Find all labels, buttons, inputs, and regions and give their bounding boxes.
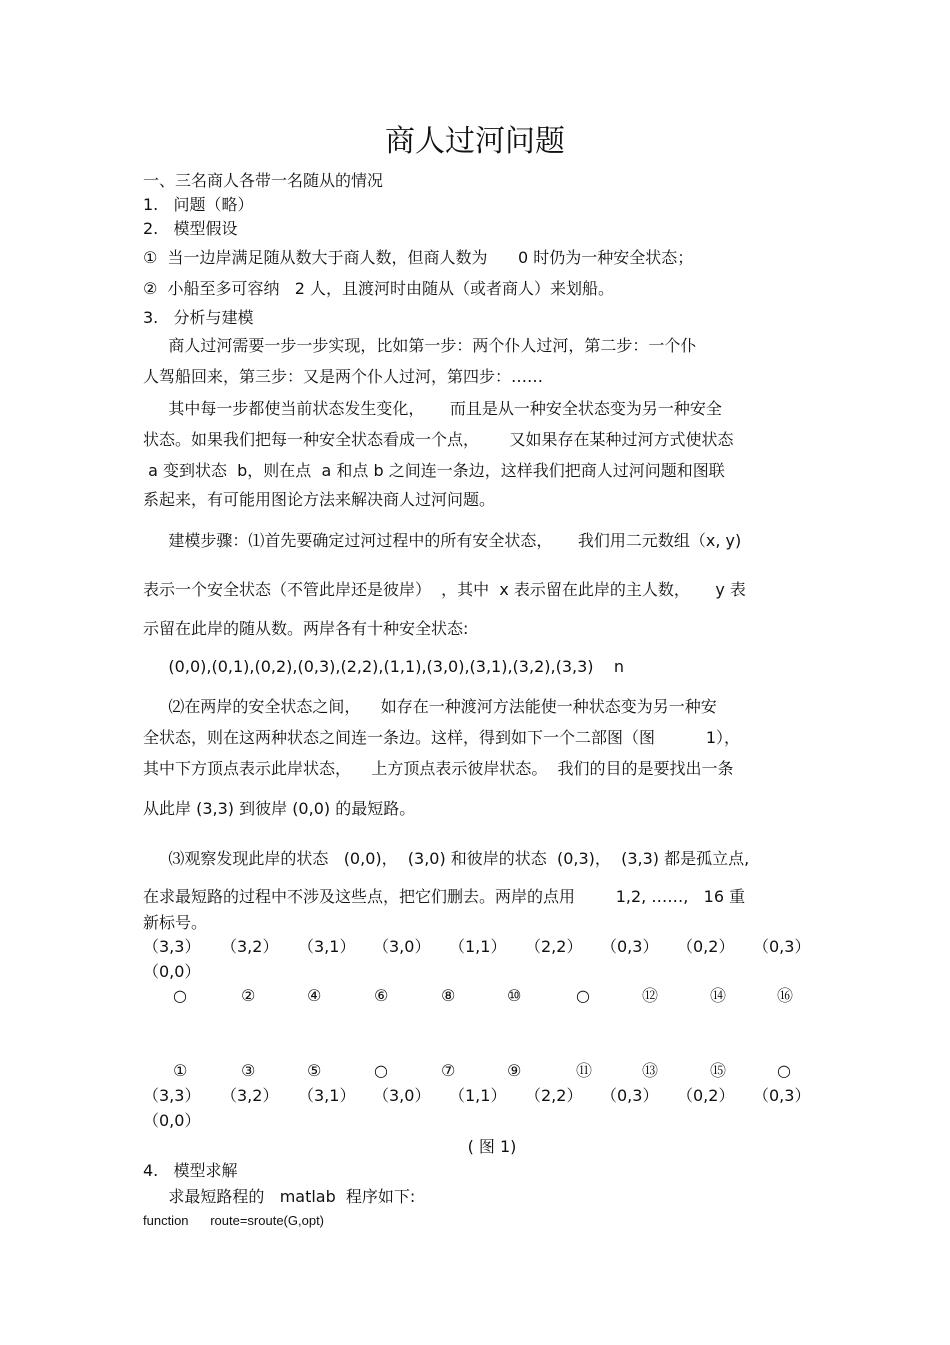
paragraph-line: 系起来，有可能用图论方法来解决商人过河问题。 bbox=[143, 490, 496, 509]
paragraph-line: 建模步骤：⑴首先要确定过河过程中的所有安全状态， 我们用二元数组（x, y) bbox=[143, 531, 742, 550]
graph-node: ⑨ bbox=[507, 1061, 522, 1080]
paragraph-line: 其中每一步都使当前状态发生变化， 而且是从一种安全状态变为另一种安全 bbox=[143, 399, 722, 418]
paragraph-line: a 变到状态 b，则在点 a 和点 b 之间连一条边，这样我们把商人过河问题和图联 bbox=[143, 461, 725, 480]
graph-node: ⑫ bbox=[642, 986, 659, 1005]
paragraph-line: ⑵在两岸的安全状态之间， 如存在一种渡河方法能使一种状态变为另一种安 bbox=[143, 697, 717, 716]
graph-node: ③ bbox=[241, 1061, 256, 1080]
figure-caption: ( 图 1) bbox=[467, 1137, 517, 1156]
state-label: （0,2） bbox=[677, 937, 735, 956]
state-label: （3,3） bbox=[143, 1086, 201, 1105]
graph-node: ⑭ bbox=[710, 986, 727, 1005]
code-line: function route=sroute(G,opt) bbox=[143, 1213, 325, 1228]
paragraph-line: ⑶观察发现此岸的状态 (0,0)， (3,0) 和彼岸的状态 (0,3)， (3,3) 都是孤立点, bbox=[143, 849, 750, 868]
state-label: （3,2） bbox=[221, 1086, 279, 1105]
state-label: （1,1） bbox=[449, 1086, 507, 1105]
paragraph-line: 其中下方顶点表示此岸状态， 上方顶点表示彼岸状态。 我们的目的是要找出一条 bbox=[143, 759, 734, 778]
graph-node: ⑧ bbox=[441, 986, 456, 1005]
graph-node: ④ bbox=[307, 986, 322, 1005]
subsection-heading: 1. 问题（略） bbox=[143, 195, 254, 214]
paragraph-line: 新标号。 bbox=[143, 913, 208, 932]
paragraph-line: 人驾船回来，第三步：又是两个仆人过河，第四步：…… bbox=[143, 367, 544, 386]
state-label: （3,2） bbox=[221, 937, 279, 956]
graph-node: ○ bbox=[374, 1061, 388, 1080]
paragraph-line: 从此岸 (3,3) 到彼岸 (0,0) 的最短路。 bbox=[143, 799, 416, 818]
state-label: （3,3） bbox=[143, 937, 201, 956]
state-label: （3,0） bbox=[373, 937, 431, 956]
state-label: （3,0） bbox=[373, 1086, 431, 1105]
graph-node: ② bbox=[241, 986, 256, 1005]
figure-top-states bbox=[143, 937, 813, 957]
subsection-heading: 3. 分析与建模 bbox=[143, 308, 254, 327]
state-label: （0,0） bbox=[143, 1111, 201, 1130]
state-label: （2,2） bbox=[525, 1086, 583, 1105]
paragraph-line: 全状态，则在这两种状态之间连一条边。这样，得到如下一个二部图（图 1）， bbox=[143, 728, 741, 747]
state-label: （2,2） bbox=[525, 937, 583, 956]
state-label: （0,3） bbox=[753, 1086, 811, 1105]
page-title: 商人过河问题 bbox=[385, 124, 565, 159]
assumption-item: ② 小船至多可容纳 2 人，且渡河时由随从（或者商人）来划船。 bbox=[143, 279, 615, 298]
figure-bottom-nodes bbox=[143, 1061, 813, 1081]
paragraph-line: 在求最短路的过程中不涉及这些点，把它们删去。两岸的点用 1,2, ……, 16 重 bbox=[143, 887, 746, 906]
graph-node: ⑤ bbox=[307, 1061, 322, 1080]
state-label: （0,0） bbox=[143, 962, 201, 981]
paragraph-line: 求最短路程的 matlab 程序如下: bbox=[143, 1187, 416, 1206]
state-list: (0,0),(0,1),(0,2),(0,3),(2,2),(1,1),(3,0),(3,1),(3,2),(3,3) n bbox=[143, 657, 624, 676]
paragraph-line: 示留在此岸的随从数。两岸各有十种安全状态: bbox=[143, 619, 469, 638]
figure-top-nodes bbox=[143, 986, 813, 1006]
state-label: （3,1） bbox=[298, 937, 356, 956]
graph-node: ⑯ bbox=[777, 986, 794, 1005]
state-label: （1,1） bbox=[449, 937, 507, 956]
state-label: （0,3） bbox=[753, 937, 811, 956]
assumption-item: ① 当一边岸满足随从数大于商人数，但商人数为 0 时仍为一种安全状态； bbox=[143, 248, 694, 267]
subsection-heading: 4. 模型求解 bbox=[143, 1161, 238, 1180]
paragraph-line: 商人过河需要一步一步实现，比如第一步：两个仆人过河，第二步：一个仆 bbox=[143, 336, 697, 355]
section-heading: 一、三名商人各带一名随从的情况 bbox=[143, 171, 384, 190]
state-label: （0,2） bbox=[677, 1086, 735, 1105]
graph-node: ○ bbox=[777, 1061, 791, 1080]
state-label: （0,3） bbox=[601, 1086, 659, 1105]
graph-node: ⑪ bbox=[576, 1061, 593, 1080]
graph-node: ① bbox=[173, 1061, 188, 1080]
graph-node: ○ bbox=[576, 986, 590, 1005]
graph-node: ⑥ bbox=[374, 986, 389, 1005]
paragraph-line: 状态。如果我们把每一种安全状态看成一个点， 又如果存在某种过河方式使状态 bbox=[143, 430, 734, 449]
subsection-heading: 2. 模型假设 bbox=[143, 219, 238, 238]
graph-node: ⑩ bbox=[507, 986, 522, 1005]
state-label: （0,3） bbox=[601, 937, 659, 956]
graph-node: ○ bbox=[173, 986, 187, 1005]
state-label: （3,1） bbox=[298, 1086, 356, 1105]
graph-node: ⑬ bbox=[642, 1061, 659, 1080]
graph-node: ⑦ bbox=[441, 1061, 456, 1080]
paragraph-line: 表示一个安全状态（不管此岸还是彼岸） ，其中 x 表示留在此岸的主人数， y 表 bbox=[143, 580, 746, 599]
graph-node: ⑮ bbox=[710, 1061, 727, 1080]
figure-bottom-states bbox=[143, 1086, 813, 1106]
